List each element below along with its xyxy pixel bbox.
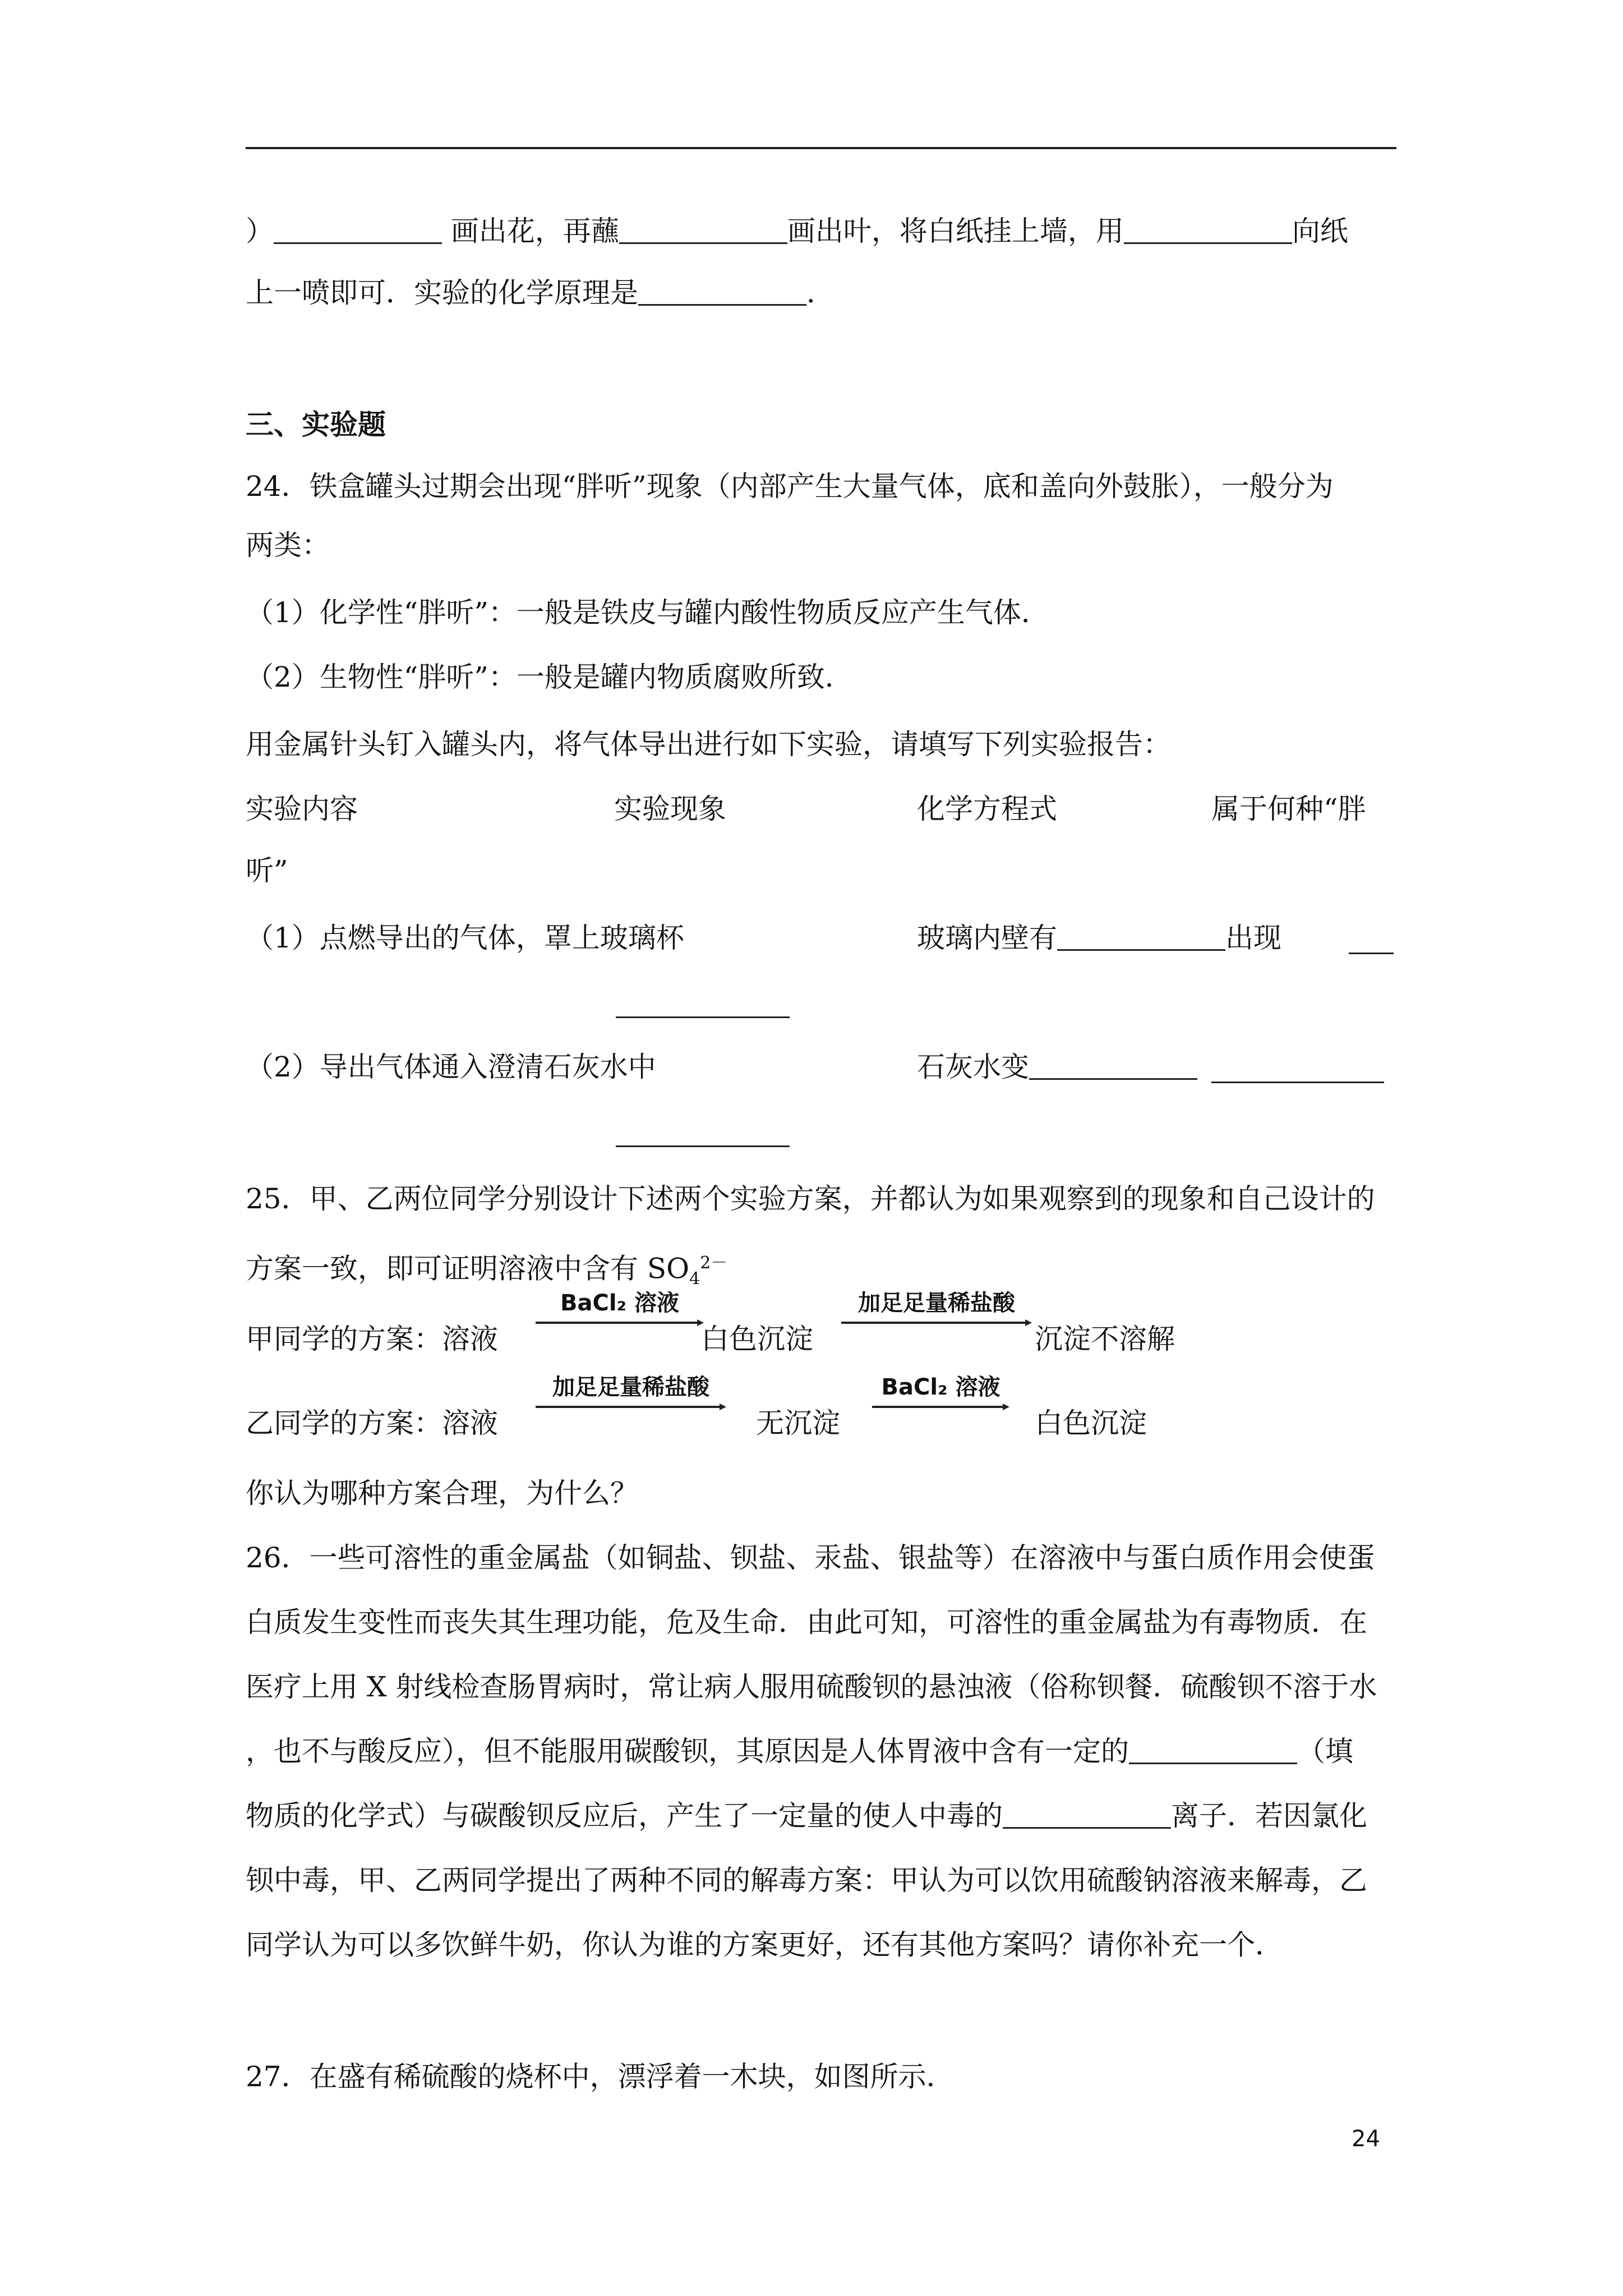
q24-instruction: 用金属针头钉入罐头内，将气体导出进行如下实验，请填写下列实验报告： <box>246 728 1171 761</box>
q26-line-1: 26．一些可溶性的重金属盐（如铜盐、钡盐、汞盐、银盐等）在溶液中与蛋白质作用会使蛋 <box>246 1542 1375 1574</box>
q26-line-2: 白质发生变性而丧失其生理功能，危及生命．由此可知，可溶性的重金属盐为有毒物质．在 <box>246 1606 1367 1639</box>
table-header-type-cont: 听” <box>246 854 288 887</box>
q25-line-2: 方案一致，即可证明溶液中含有 $SO_4^{2-}$ <box>246 1252 728 1289</box>
answer-blank[interactable] <box>1057 922 1225 951</box>
header-rule <box>246 147 1396 149</box>
arrow-right-icon <box>841 1318 1032 1329</box>
q26-line-4: ，也不与酸反应），但不能服用碳酸钡，其原因是人体胃液中含有一定的 （填 <box>246 1735 1353 1768</box>
answer-blank[interactable] <box>1211 1082 1384 1083</box>
plan-a-end: 沉淀不溶解 <box>1035 1323 1175 1355</box>
answer-blank[interactable] <box>638 277 806 306</box>
arrow-right-icon <box>872 1402 1009 1414</box>
q24-item-2: （2）生物性“胖听”：一般是罐内物质腐败所致． <box>246 661 853 693</box>
answer-blank[interactable] <box>1003 1800 1171 1829</box>
section-heading: 三、实验题 <box>246 408 386 441</box>
q27-line-1: 27．在盛有稀硫酸的烧杯中，漂浮着一木块，如图所示． <box>246 2060 955 2093</box>
row2-phenomenon: 石灰水变 <box>917 1049 1197 1085</box>
q23-line-1: ） 画出花，再蘸 画出叶，将白纸挂上墙，用 向纸 <box>246 215 1348 247</box>
q24-item-1: （1）化学性“胖听”：一般是铁皮与罐内酸性物质反应产生气体． <box>246 596 1049 629</box>
answer-blank[interactable] <box>616 1016 790 1018</box>
page-number: 24 <box>1352 2126 1380 2152</box>
q25-question: 你认为哪种方案合理，为什么？ <box>246 1477 638 1510</box>
row1-phenomenon: 玻璃内壁有 出现 <box>917 922 1281 954</box>
q24-intro-1: 24．铁盒罐头过期会出现“胖听”现象（内部产生大量气体，底和盖向外鼓胀），一般分为 <box>246 470 1334 503</box>
row2-content: （2）导出气体通入澄清石灰水中 <box>246 1051 656 1083</box>
plan-b-arrow-1: 加足足量稀盐酸 <box>536 1373 726 1424</box>
answer-blank[interactable] <box>616 1145 790 1147</box>
table-header-equation: 化学方程式 <box>917 793 1057 825</box>
q26-line-7: 同学认为可以多饮鲜牛奶，你认为谁的方案更好，还有其他方案吗？请你补充一个． <box>246 1929 1283 1961</box>
q26-line-3: 医疗上用 X 射线检查肠胃病时，常让病人服用硫酸钡的悬浊液（俗称钡餐．硫酸钡不溶于水 <box>246 1671 1377 1703</box>
row1-content: （1）点燃导出的气体，罩上玻璃杯 <box>246 922 684 954</box>
q26-line-5: 物质的化学式）与碳酸钡反应后，产生了一定量的使人中毒的 离子．若因氯化 <box>246 1800 1367 1832</box>
answer-blank[interactable] <box>1129 1736 1297 1764</box>
table-header-content: 实验内容 <box>246 793 358 825</box>
q26-line-6: 钡中毒，甲、乙两同学提出了两种不同的解毒方案：甲认为可以饮用硫酸钠溶液来解毒，乙 <box>246 1864 1367 1897</box>
answer-blank[interactable] <box>274 215 442 244</box>
table-header-phenomenon: 实验现象 <box>614 793 726 825</box>
plan-a-arrow-2: 加足足量稀盐酸 <box>841 1289 1032 1340</box>
plan-b-label: 乙同学的方案：溶液 <box>246 1407 498 1439</box>
table-header-type: 属于何种“胖 <box>1211 793 1366 825</box>
plan-b-end: 白色沉淀 <box>1035 1407 1147 1439</box>
q24-intro-2: 两类： <box>246 529 330 562</box>
q25-line-1: 25．甲、乙两位同学分别设计下述两个实验方案，并都认为如果观察到的现象和自己设计的 <box>246 1182 1375 1215</box>
plan-a-arrow-1: BaCl₂ 溶液 <box>536 1289 704 1340</box>
plan-b-arrow-2: BaCl₂ 溶液 <box>872 1373 1009 1424</box>
answer-blank[interactable] <box>1124 215 1292 244</box>
answer-blank[interactable] <box>1349 953 1394 954</box>
plan-b-mid: 无沉淀 <box>756 1407 840 1439</box>
arrow-right-icon <box>536 1318 704 1329</box>
arrow-right-icon <box>536 1402 726 1414</box>
q23-line-2: 上一喷即可．实验的化学原理是 ． <box>246 277 834 309</box>
answer-blank[interactable] <box>1029 1051 1197 1080</box>
plan-a-label: 甲同学的方案：溶液 <box>246 1323 498 1355</box>
answer-blank[interactable] <box>619 215 787 244</box>
plan-a-mid: 白色沉淀 <box>701 1323 813 1355</box>
